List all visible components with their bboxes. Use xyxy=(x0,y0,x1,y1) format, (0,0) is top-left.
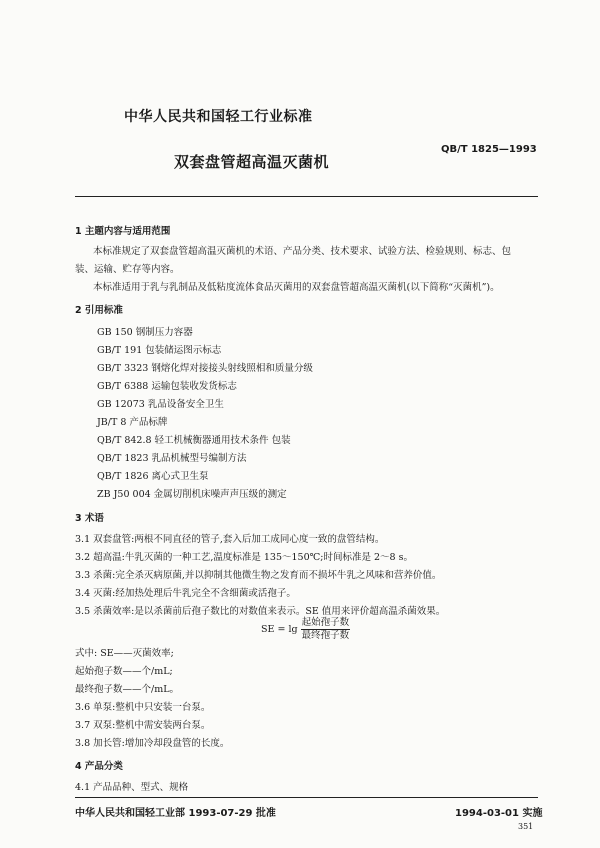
term-item: 3.4 灭菌:经加热处理后牛乳完全不含细菌或活孢子。 xyxy=(75,588,296,599)
section-3-heading: 3 术语 xyxy=(75,513,104,524)
footer-effective: 1994-03-01 实施 xyxy=(455,808,543,819)
term-item: 3.5 杀菌效率:是以杀菌前后孢子数比的对数值来表示。SE 值用来评价超高温杀菌效果。 xyxy=(75,606,446,617)
term-item: 3.6 单泵:整机中只安装一台泵。 xyxy=(75,702,211,713)
reference-item: JB/T 8 产品标牌 xyxy=(97,417,168,428)
reference-item: GB/T 6388 运输包装收发货标志 xyxy=(97,381,237,392)
bottom-rule xyxy=(75,797,538,798)
formula-where-line: 式中: SE——灭菌效率; xyxy=(75,648,174,659)
formula-where-line: 起始孢子数——个/mL; xyxy=(75,666,173,677)
reference-item: QB/T 1826 离心式卫生泵 xyxy=(97,471,209,482)
reference-item: GB/T 3323 钢熔化焊对接接头射线照相和质量分级 xyxy=(97,363,313,374)
term-item: 3.8 加长管:增加冷却段盘管的长度。 xyxy=(75,738,230,749)
formula-where-line: 最终孢子数——个/mL。 xyxy=(75,684,180,695)
term-item: 3.2 超高温:牛乳灭菌的一种工艺,温度标准是 135～150℃;时间标准是 2～8 s。 xyxy=(75,552,413,563)
term-item: 3.3 杀菌:完全杀灭病原菌,并以抑制其他微生物之发育而不损坏牛乳之风味和营养价值。 xyxy=(75,570,442,581)
formula-lhs: SE = lg xyxy=(261,624,298,635)
term-item: 3.1 双套盘管:两根不同直径的管子,套入后加工成同心度一致的盘管结构。 xyxy=(75,534,385,545)
reference-item: QB/T 842.8 轻工机械衡器通用技术条件 包装 xyxy=(97,435,291,446)
section-1-heading: 1 主题内容与适用范围 xyxy=(75,226,171,237)
reference-item: GB/T 191 包装储运图示标志 xyxy=(97,345,222,356)
reference-item: ZB J50 004 金属切削机床噪声声压级的测定 xyxy=(97,489,287,500)
reference-item: GB 150 钢制压力容器 xyxy=(97,327,193,338)
main-title: 双套盘管超高温灭菌机 xyxy=(174,153,330,171)
standard-title: 中华人民共和国轻工行业标准 xyxy=(124,109,313,125)
footer-issuer: 中华人民共和国轻工业部 1993-07-29 批准 xyxy=(75,808,276,819)
section-2-heading: 2 引用标准 xyxy=(75,305,123,316)
reference-item: GB 12073 乳品设备安全卫生 xyxy=(97,399,224,410)
top-rule xyxy=(75,196,538,197)
section-1-para1-line1: 本标准规定了双套盘管超高温灭菌机的术语、产品分类、技术要求、试验方法、检验规则、标志、包 xyxy=(93,246,512,257)
section-4-heading: 4 产品分类 xyxy=(75,761,123,772)
sterilization-formula xyxy=(261,618,350,641)
section-1-para2: 本标准适用于乳与乳制品及低粘度流体食品灭菌用的双套盘管超高温灭菌机(以下简称“灭菌机”)。 xyxy=(93,282,500,293)
section-4-sub1: 4.1 产品品种、型式、规格 xyxy=(75,782,189,793)
reference-item: QB/T 1823 乳品机械型号编制方法 xyxy=(97,453,247,464)
term-item: 3.7 双泵:整机中需安装两台泵。 xyxy=(75,720,211,731)
doc-number: QB/T 1825—1993 xyxy=(441,144,537,155)
formula-numerator: 起始孢子数 xyxy=(301,617,350,628)
formula-denominator: 最终孢子数 xyxy=(301,630,350,641)
page-number: 351 xyxy=(518,822,534,831)
section-1-para1-line2: 装、运输、贮存等内容。 xyxy=(75,264,180,275)
formula-fraction xyxy=(301,618,351,641)
